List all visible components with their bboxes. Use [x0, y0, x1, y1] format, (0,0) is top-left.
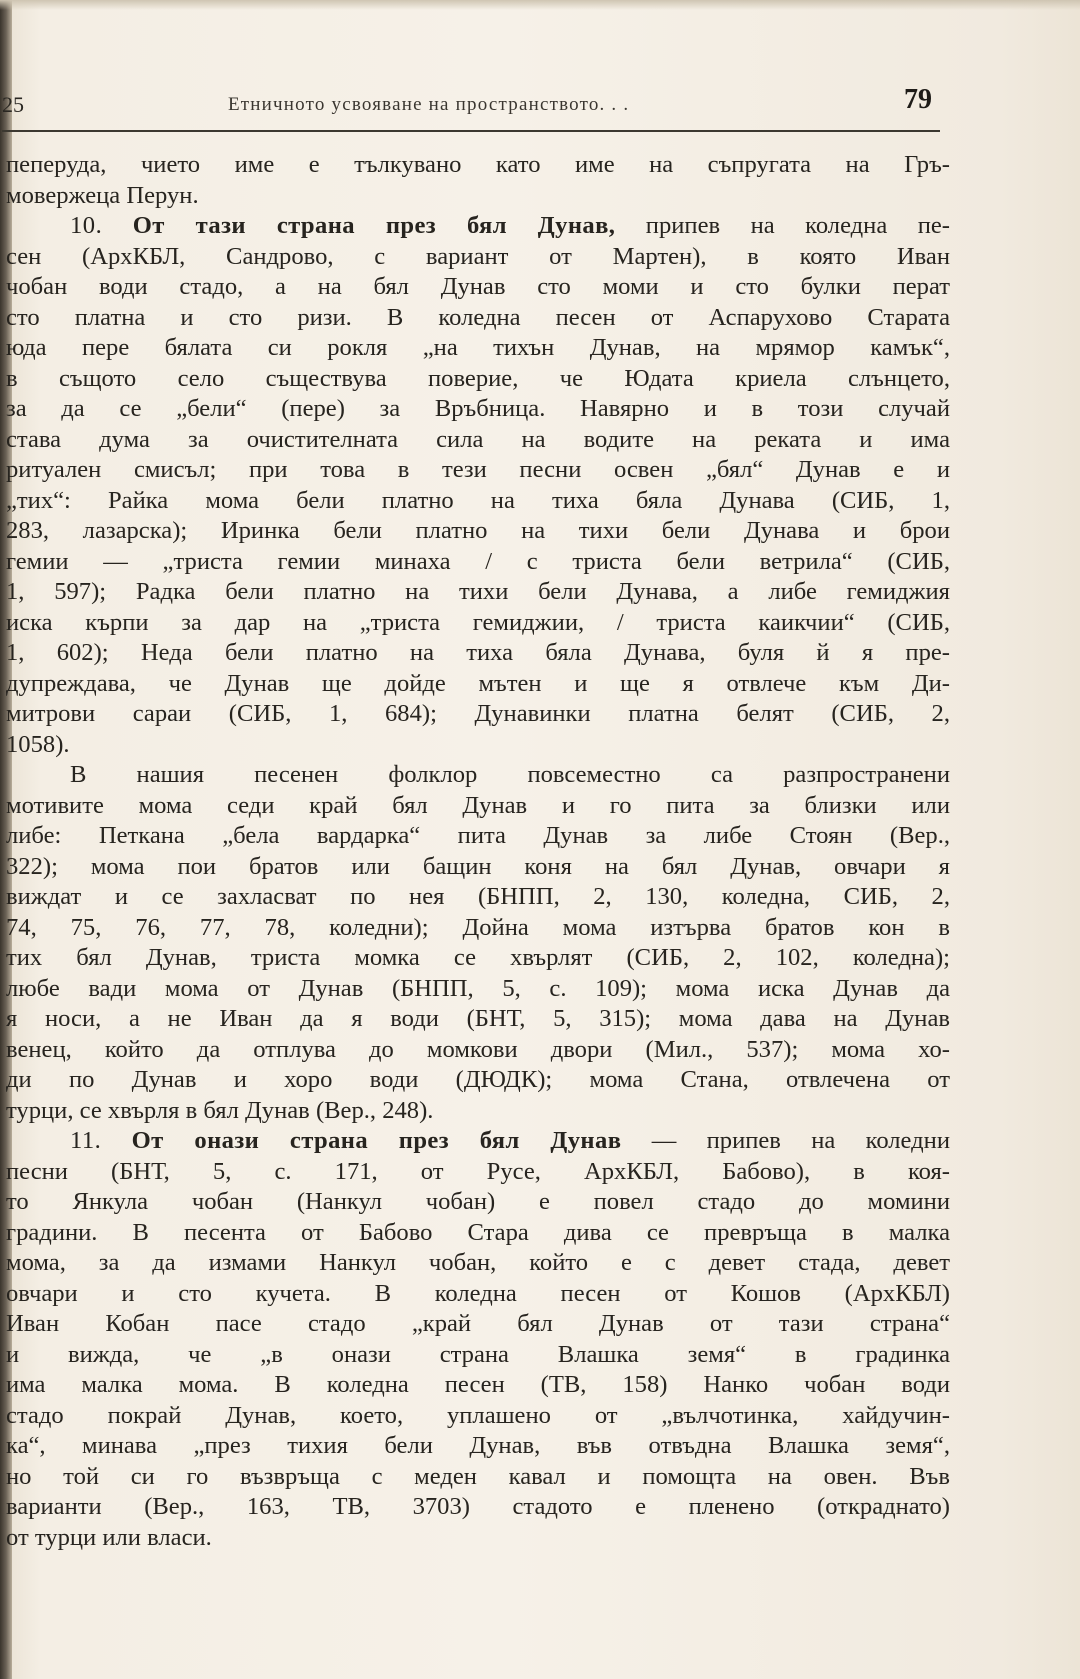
text-line: песни (БНТ, 5, с. 171, от Русе, АрхКБЛ, Бабово), в коя- [6, 1157, 950, 1185]
previous-page-number-fragment: 25 [2, 92, 24, 117]
text-line: ка“, минава „през тихия бели Дунав, във отвъдна Влашка земя“, [6, 1432, 950, 1459]
paragraph-item-11 [6, 1126, 950, 1553]
text-line: има малка мома. В коледна песен (ТВ, 158) Нанко чобан води [6, 1371, 950, 1398]
item-number: 11. [70, 1127, 102, 1154]
text-line: 74, 75, 76, 77, 78, коледни); Дойна мома изтърва братов кон в [6, 913, 950, 941]
text-line: 322); мома пои братов или бащин коня на бял Дунав, овчари я [6, 852, 950, 880]
text-line: сен (АрхКБЛ, Сандрово, с вариант от Мартен), в която Иван [6, 242, 950, 270]
text-line: пеперуда, чието име е тълкувано като име на съпругата на Гръ- [6, 151, 950, 178]
text-line: градини. В песента от Бабово Стара дива се превръща в малка [6, 1218, 950, 1246]
text-line: 283, лазарска); Иринка бели платно на тихи бели Дунава и брои [6, 517, 950, 544]
text-line: В нашия песенен фолклор повсеместно са разпространени [70, 761, 950, 788]
text-line: чобан води стадо, а на бял Дунав сто моми и сто булки перат [6, 273, 950, 300]
text-line [6, 1126, 950, 1157]
text-line: ритуален смисъл; при това в тези песни освен „бял“ Дунав е и [6, 456, 950, 483]
text-line: за да се „бели“ (пере) за Връбница. Навярно и в този случай [6, 395, 950, 422]
text-line: мотивите мома седи край бял Дунав и го пита за близки или [6, 791, 950, 819]
text-line [6, 211, 950, 242]
text-line: любе вади мома от Дунав (БНПП, 5, с. 109); мома иска Дунав да [6, 974, 950, 1002]
text-line: от турци или власи. [6, 1523, 212, 1551]
text-fragment: припев на коледна пе- [615, 212, 950, 239]
text-line: то Янкула чобан (Нанкул чобан) е повел стадо до момини [6, 1188, 950, 1215]
paragraph-3 [6, 760, 950, 1126]
text-line: но той си го възвръща с меден кавал и помощта на овен. Във [6, 1462, 950, 1490]
text-line: и вижда, че „в онази страна Влашка земя“ в градинка [6, 1340, 950, 1368]
text-line: овчари и сто кучета. В коледна песен от Кошов (АрхКБЛ) [6, 1279, 950, 1307]
text-line: 1058). [6, 730, 70, 758]
text-line: турци, се хвърля в бял Дунав (Вер., 248). [6, 1096, 434, 1124]
text-line: варианти (Вер., 163, ТВ, 3703) стадото е пленено (откраднато) [6, 1493, 950, 1520]
header-rule [2, 130, 940, 132]
text-line: тих бял Дунав, триста момка се хвърлят (СИБ, 2, 102, коледна); [6, 944, 950, 971]
text-line: венец, който да отплува до момкови двори (Мил., 537); мома хо- [6, 1035, 950, 1063]
text-line: дупреждава, че Дунав ще дойде мътен и ще я отвлече към Ди- [6, 669, 950, 697]
paragraph-item-10 [6, 211, 950, 760]
text-line: митрови сараи (СИБ, 1, 684); Дунавинки платна белят (СИБ, 2, [6, 700, 950, 727]
text-line: става дума за очистителната сила на водите на реката и има [6, 425, 950, 453]
running-title: Етничното усвояване на пространството. . . [228, 94, 630, 115]
text-fragment: — припев на коледни [621, 1127, 950, 1154]
text-line: либе: Петкана „бела вардарка“ пита Дунав за либе Стоян (Вер., [6, 822, 950, 849]
text-line: юда пере бялата си рокля „на тихън Дунав, на мрямор камък“, [6, 334, 950, 361]
text-line: в същото село съществува поверие, че Юдата криела слънцето, [6, 364, 950, 392]
text-line: 1, 597); Радка бели платно на тихи бели Дунава, а либе гемиджия [6, 578, 950, 605]
text-line: стадо покрай Дунав, което, уплашено от „вълчотинка, хайдучин- [6, 1401, 950, 1429]
text-line: гемии — „триста гемии минаха / с триста бели ветрила“ (СИБ, [6, 547, 950, 575]
text-line: „тих“: Райка мома бели платно на тиха бяла Дунава (СИБ, 1, [6, 486, 950, 514]
text-line: ди по Дунав и хоро води (ДЮДК); мома Стана, отвлечена от [6, 1066, 950, 1093]
body-text [6, 150, 950, 1553]
item-heading: От онази страна през бял Дунав [131, 1127, 622, 1154]
text-line: 1, 602); Неда бели платно на тиха бяла Дунава, буля й я пре- [6, 639, 950, 666]
item-number: 10. [70, 212, 103, 239]
page-header [0, 82, 950, 122]
text-line: виждат и се захласват по нея (БНПП, 2, 130, коледна, СИБ, 2, [6, 883, 950, 910]
text-line: Иван Кобан пасе стадо „край бял Дунав от тази страна“ [6, 1310, 950, 1337]
text-line: я носи, а не Иван да я води (БНТ, 5, 315); мома дава на Дунав [6, 1005, 950, 1032]
paragraph-1 [6, 150, 950, 211]
text-line: мовержеца Перун. [6, 181, 199, 209]
text-line: мома, за да измами Нанкул чобан, който е с девет стада, девет [6, 1249, 950, 1276]
item-heading: От тази страна през бял Дунав, [132, 212, 616, 239]
text-line: иска кърпи за дар на „триста гемиджии, / триста каикчии“ (СИБ, [6, 608, 950, 636]
page-top-edge [0, 0, 1080, 10]
text-line: сто платна и сто ризи. В коледна песен от Аспарухово Старата [6, 303, 950, 331]
page-number: 79 [904, 84, 932, 115]
